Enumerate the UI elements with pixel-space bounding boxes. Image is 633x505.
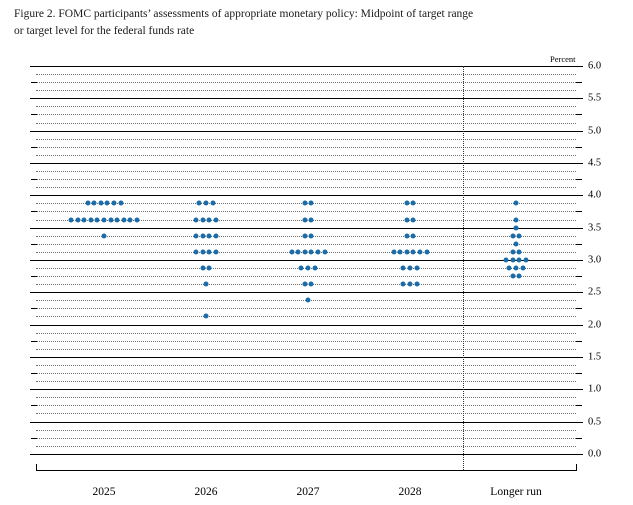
projection-dot [401,282,406,287]
projection-dot [523,257,528,262]
projection-dot [398,249,403,254]
y-tick-left [30,422,37,423]
projection-dot [408,282,413,287]
projection-dot [128,217,133,222]
y-tick-left [30,66,37,67]
projection-dot [391,249,396,254]
projection-dot [404,217,409,222]
projection-dot [210,201,215,206]
x-axis-tick-label: 2028 [398,486,422,498]
projection-dot [517,257,522,262]
gridline-minor [36,114,576,115]
gridline-minor [36,90,576,91]
projection-dot [404,233,409,238]
y-tick-right [576,389,583,390]
projection-dot [108,217,113,222]
gridline-minor [36,179,576,180]
projection-dot [118,201,123,206]
gridline-minor [36,74,576,75]
projection-dot [411,233,416,238]
projection-dot [411,201,416,206]
y-tick-right [576,454,583,455]
y-tick-left [30,389,37,390]
projection-dot [424,249,429,254]
x-axis-tick-label: 2026 [194,486,218,498]
projection-dot [207,249,212,254]
projection-dot [200,266,205,271]
gridline-major [36,131,576,132]
y-axis-tick-label: 0.5 [588,416,602,428]
y-axis-tick-label: 6.0 [588,60,602,72]
y-tick-left [30,98,37,99]
projection-dot [514,201,519,206]
gridline-minor [36,349,576,350]
projection-dot [510,257,515,262]
gridline-major [36,163,576,164]
gridline-minor [36,244,576,245]
projection-dot [102,217,107,222]
gridline-minor [36,155,576,156]
y-tick-minor-right [576,211,582,212]
projection-dot [197,201,202,206]
projection-dot [200,249,205,254]
y-tick-minor-right [576,244,582,245]
y-tick-minor [31,276,37,277]
y-axis-tick-label: 4.0 [588,189,602,201]
gridline-major [36,389,576,390]
gridline-minor [36,308,576,309]
x-axis-right-cap [576,464,577,471]
projection-dot [92,201,97,206]
y-tick-minor-right [576,114,582,115]
y-tick-minor [31,341,37,342]
projection-dot [213,217,218,222]
projection-dot [510,249,515,254]
gridline-major [36,228,576,229]
projection-dot [315,249,320,254]
projection-dot [514,241,519,246]
longer-run-divider [463,66,464,470]
y-tick-left [30,454,37,455]
y-tick-left [30,228,37,229]
y-axis-tick-label: 0.0 [588,448,602,460]
x-axis-tick-label: 2025 [92,486,116,498]
projection-dot [299,266,304,271]
projection-dot [207,233,212,238]
gridline-minor [36,276,576,277]
gridline-minor [36,413,576,414]
projection-dot [309,201,314,206]
y-tick-minor-right [576,147,582,148]
y-tick-minor-right [576,276,582,277]
projection-dot [204,314,209,319]
projection-dot [309,282,314,287]
gridline-minor [36,446,576,447]
projection-dot [302,233,307,238]
projection-dot [312,266,317,271]
dot-plot-area [36,54,602,498]
projection-dot [309,249,314,254]
gridline-major [36,325,576,326]
y-tick-right [576,325,583,326]
projection-dot [517,233,522,238]
y-tick-right [576,357,583,358]
projection-dot [194,233,199,238]
projection-dot [520,266,525,271]
projection-dot [306,266,311,271]
projection-dot [414,282,419,287]
projection-dot [306,298,311,303]
figure-title-line-2: or target level for the federal funds rate [14,25,195,37]
projection-dot [289,249,294,254]
projection-dot [98,201,103,206]
projection-dot [213,233,218,238]
projection-dot [302,282,307,287]
gridline-major [36,195,576,196]
projection-dot [514,266,519,271]
gridline-minor [36,316,576,317]
gridline-minor [36,139,576,140]
y-axis-tick-label: 3.5 [588,222,602,234]
projection-dot [404,249,409,254]
projection-dot [417,249,422,254]
y-tick-minor [31,114,37,115]
y-tick-minor [31,179,37,180]
y-tick-right [576,422,583,423]
projection-dot [504,257,509,262]
y-tick-left [30,131,37,132]
gridline-minor [36,211,576,212]
x-axis-left-cap [36,464,37,471]
y-tick-right [576,260,583,261]
y-axis-tick-label: 2.5 [588,286,602,298]
y-axis-tick-label: 4.5 [588,157,602,169]
figure-title-line-1: Figure 2. FOMC participants’ assessments of appropriate monetary policy: Midpoint of target range [14,8,474,20]
gridline-minor [36,147,576,148]
projection-dot [322,249,327,254]
projection-dot [401,266,406,271]
projection-dot [135,217,140,222]
gridline-minor [36,438,576,439]
projection-dot [408,266,413,271]
projection-dot [204,201,209,206]
gridline-minor [36,106,576,107]
projection-dot [309,233,314,238]
gridline-major [36,422,576,423]
gridline-major [36,357,576,358]
y-tick-left [30,357,37,358]
y-tick-minor [31,373,37,374]
gridline-major [36,260,576,261]
y-axis-tick-label: 1.5 [588,351,602,363]
y-tick-minor [31,308,37,309]
projection-dot [88,217,93,222]
y-tick-minor-right [576,341,582,342]
projection-dot [411,217,416,222]
y-tick-minor-right [576,438,582,439]
projection-dot [213,249,218,254]
projection-dot [510,233,515,238]
projection-dot [302,201,307,206]
gridline-minor [36,333,576,334]
gridline-minor [36,373,576,374]
projection-dot [517,274,522,279]
x-axis-line [36,470,576,471]
y-tick-minor-right [576,405,582,406]
y-tick-left [30,325,37,326]
y-tick-left [30,292,37,293]
projection-dot [204,282,209,287]
projection-dot [194,217,199,222]
gridline-minor [36,171,576,172]
projection-dot [309,217,314,222]
y-tick-right [576,195,583,196]
gridline-minor [36,187,576,188]
y-tick-right [576,66,583,67]
gridline-major [36,98,576,99]
y-axis-tick-label: 1.0 [588,383,602,395]
y-tick-minor-right [576,82,582,83]
y-tick-right [576,292,583,293]
projection-dot [514,217,519,222]
y-axis-tick-label: 3.0 [588,254,602,266]
projection-dot [121,217,126,222]
gridline-minor [36,365,576,366]
projection-dot [82,217,87,222]
y-tick-minor [31,405,37,406]
gridline-minor [36,123,576,124]
gridline-minor [36,82,576,83]
projection-dot [404,201,409,206]
gridline-minor [36,381,576,382]
projection-dot [207,217,212,222]
projection-dot [105,201,110,206]
projection-dot [200,233,205,238]
projection-dot [102,233,107,238]
y-tick-right [576,98,583,99]
figure-title [14,6,614,40]
y-tick-right [576,131,583,132]
projection-dot [75,217,80,222]
y-tick-right [576,228,583,229]
gridline-minor [36,405,576,406]
projection-dot [514,225,519,230]
projection-dot [207,266,212,271]
projection-dot [296,249,301,254]
x-axis-tick-label: Longer run [490,486,542,498]
y-axis-tick-label: 2.0 [588,319,602,331]
y-tick-left [30,195,37,196]
gridline-minor [36,397,576,398]
projection-dot [411,249,416,254]
gridline-major [36,292,576,293]
x-axis-tick-label: 2027 [296,486,320,498]
y-tick-minor [31,147,37,148]
percent-unit-label: Percent [550,54,576,64]
y-tick-minor-right [576,308,582,309]
y-tick-left [30,260,37,261]
y-tick-minor [31,438,37,439]
projection-dot [111,201,116,206]
y-tick-left [30,163,37,164]
gridline-major [36,454,576,455]
y-axis-tick-label: 5.5 [588,92,602,104]
gridline-minor [36,430,576,431]
y-tick-minor [31,211,37,212]
projection-dot [414,266,419,271]
projection-dot [69,217,74,222]
projection-dot [85,201,90,206]
y-tick-right [576,163,583,164]
projection-dot [194,249,199,254]
projection-dot [115,217,120,222]
projection-dot [507,266,512,271]
projection-dot [302,249,307,254]
projection-dot [302,217,307,222]
projection-dot [200,217,205,222]
projection-dot [95,217,100,222]
y-tick-minor-right [576,373,582,374]
projection-dot [510,274,515,279]
y-tick-minor [31,82,37,83]
gridline-minor [36,341,576,342]
y-tick-minor [31,244,37,245]
y-axis-tick-label: 5.0 [588,125,602,137]
y-tick-minor-right [576,179,582,180]
gridline-major [36,66,576,67]
projection-dot [517,249,522,254]
